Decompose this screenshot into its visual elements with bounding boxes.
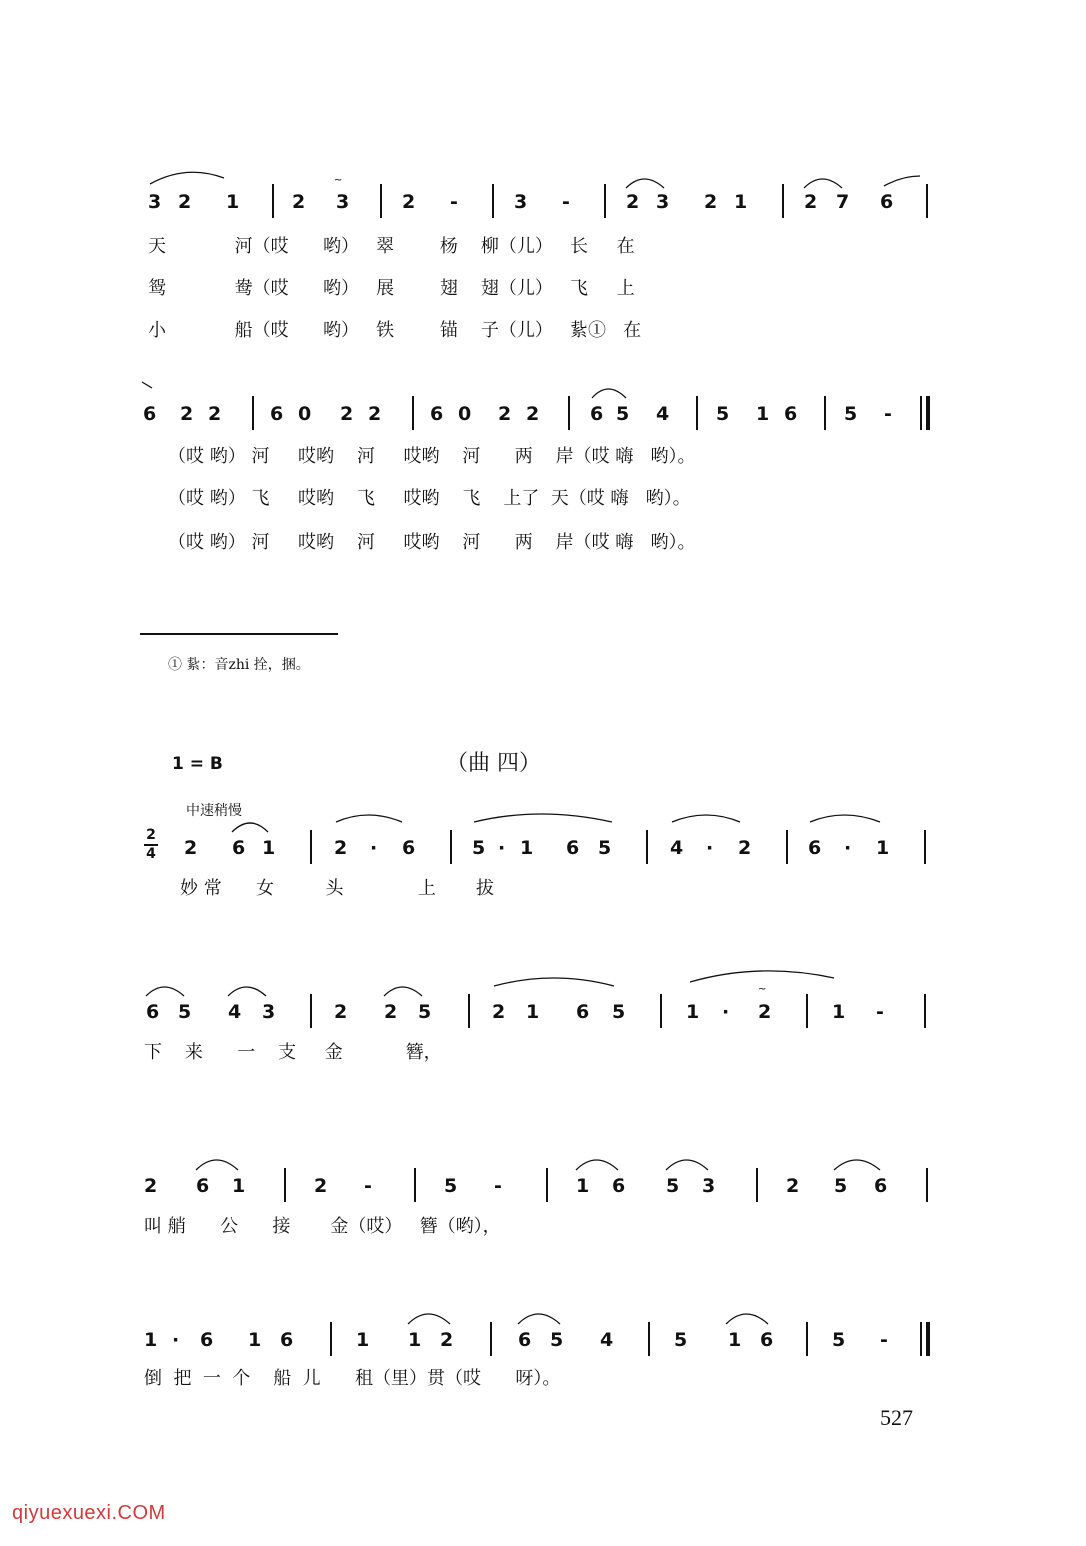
score-system-4: 1 · 6 1 6 1 1 2 6 5 4 5 1 6 5 - [0,1328,1086,1368]
tempo-marking: 中速稍慢 [186,803,242,819]
page-number: 527 [880,1405,913,1430]
lyrics-line-2-verse-1: （哎 哟） 河 哎哟 河 哎哟 河 两 岸（哎 嗨 哟）。 [168,446,696,467]
piece-title: （曲 四） [446,751,541,776]
score-line-1: 3 2 1 2 3 2 - 3 - 2 3 2 1 2 7 6 [0,190,1086,230]
score-system-1: 2 6 1 2 · 6 5 · 1 6 5 4 · 2 6 · 1 [0,836,1086,876]
lyrics-line-1-verse-3: 小 船（哎 哟） 铁 锚 子（儿） 紥① 在 [148,320,642,341]
lyrics-line-2-verse-2: （哎 哟） 飞 哎哟 飞 哎哟 飞 上了 天（哎 嗨 哟）。 [168,488,691,509]
lyrics-system-4: 倒 把 一 个 船 儿 租（里）贯（哎 呀）。 [144,1368,561,1389]
lyrics-system-1: 妙 常 女 头 上 拔 [180,878,494,899]
time-signature-top: 2 [146,827,156,843]
lyrics-line-1-verse-2: 鸳 鸯（哎 哟） 展 翅 翅（儿） 飞 上 [148,278,635,299]
svg-text:~: ~ [334,175,343,186]
lyrics-system-3: 叫 艄 公 接 金（哎） 簪（哟）， [144,1216,501,1237]
lyrics-line-2-verse-3: （哎 哟） 河 哎哟 河 哎哟 河 两 岸（哎 嗨 哟）。 [168,532,696,553]
key-signature: 1 = B [172,754,223,774]
score-system-3: 2 6 1 2 - 5 - 1 6 5 3 2 5 6 [0,1174,1086,1214]
site-watermark: qiyuexuexi.COM [12,1502,166,1524]
time-signature-bottom: 4 [146,846,156,862]
footnote-text: ① 紥：音zhi 拴，捆。 [168,657,310,673]
score-system-2: 6 5 4 3 2 2 5 2 1 6 5 1 · 2 1 - [0,1000,1086,1040]
svg-text:~: ~ [758,984,767,995]
score-line-2: 6 2 2 6 0 2 2 6 0 2 2 6 5 4 5 1 6 5 - [0,402,1086,442]
lyrics-system-2: 下 来 一 支 金 簪， [144,1042,442,1063]
lyrics-line-1-verse-1: 天 河（哎 哟） 翠 杨 柳（儿） 长 在 [148,236,635,257]
